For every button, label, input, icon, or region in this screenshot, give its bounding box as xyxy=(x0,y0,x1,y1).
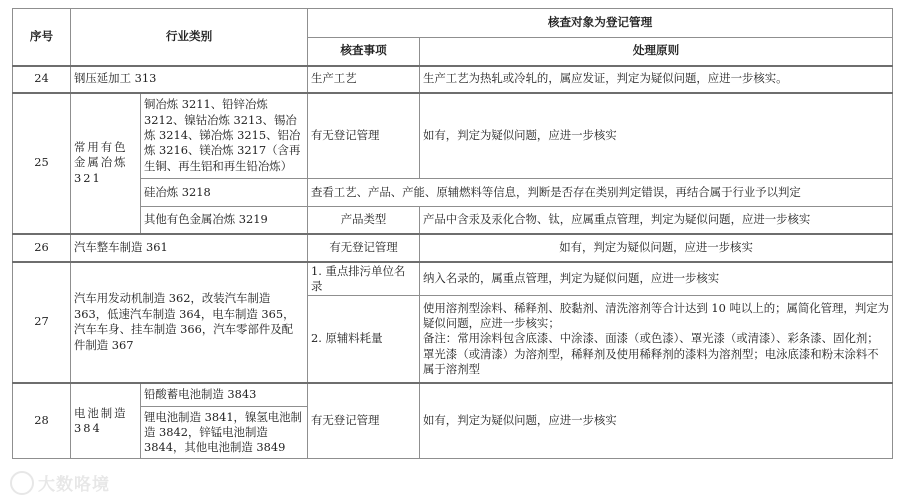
row-27-item1: 1. 重点排污单位名录 xyxy=(308,262,420,296)
table-row xyxy=(13,66,893,93)
row-26-item: 有无登记管理 xyxy=(308,234,420,262)
row-24-industry: 钢压延加工 313 xyxy=(71,66,308,93)
header-group-title: 核查对象为登记管理 xyxy=(308,9,893,38)
header-item: 核查事项 xyxy=(308,38,420,66)
table-row xyxy=(13,383,893,407)
verification-table xyxy=(12,8,893,459)
row-25-sub3: 其他有色金属冶炼 3219 xyxy=(141,207,308,234)
row-25-sub3-item: 产品类型 xyxy=(308,207,420,234)
row-27-principle2-main: 使用溶剂型涂料、稀释剂、胶黏剂、清洗溶剂等合计达到 10 吨以上的；属简化管理，判定为疑似问题，应进一步核实； xyxy=(423,300,889,330)
row-26-industry: 汽车整车制造 361 xyxy=(71,234,308,262)
row-24-seq: 24 xyxy=(13,66,71,93)
row-26-seq: 26 xyxy=(13,234,71,262)
header-seq: 序号 xyxy=(13,9,71,66)
row-28-principle: 如有，判定为疑似问题，应进一步核实 xyxy=(420,383,893,459)
row-27-principle2 xyxy=(420,296,893,383)
table-row xyxy=(13,93,893,179)
row-25-sub1-item: 有无登记管理 xyxy=(308,93,420,179)
row-27-industry: 汽车用发动机制造 362，改装汽车制造 363，低速汽车制造 364，电车制造 365，汽车车身、挂车制造 366，汽车零部件及配件制造 367 xyxy=(71,262,308,383)
row-25-sub1-principle: 如有，判定为疑似问题，应进一步核实 xyxy=(420,93,893,179)
header-row-1 xyxy=(13,9,893,38)
row-28-item: 有无登记管理 xyxy=(308,383,420,459)
row-26-principle: 如有，判定为疑似问题，应进一步核实 xyxy=(420,234,893,262)
watermark-text: 大数咯境 xyxy=(38,475,110,495)
row-25-seq: 25 xyxy=(13,93,71,234)
header-industry: 行业类别 xyxy=(71,9,308,66)
row-25-sub2: 硅冶炼 3218 xyxy=(141,179,308,207)
document-page xyxy=(12,8,892,459)
row-28-sub2: 锂电池制造 3841，镍氢电池制造 3842，锌锰电池制造 3844，其他电池制造 3849 xyxy=(141,407,308,459)
row-27-item2: 2. 原辅料耗量 xyxy=(308,296,420,383)
row-25-sub1: 铜冶炼 3211、铅锌冶炼 3212、镍钴冶炼 3213、锡冶炼 3214、锑冶炼 3215、铝冶炼 3216、镁冶炼 3217（含再生铜、再生铝和再生铅冶炼） xyxy=(141,93,308,179)
table-row xyxy=(13,179,893,207)
row-27-principle2-note: 备注：常用涂料包含底漆、中涂漆、面漆（或色漆）、罩光漆（或清漆）、彩条漆、固化剂；罩光漆（或清漆）为溶剂型，稀释剂及使用稀释剂的漆料为溶剂型；电泳底漆和粉末涂料不属于溶剂型 xyxy=(423,331,879,377)
row-25-sub2-principle: 查看工艺、产品、产能、原辅燃料等信息，判断是否存在类别判定错误，再结合属于行业予以判定 xyxy=(308,179,893,207)
table-row xyxy=(13,234,893,262)
watermark xyxy=(10,470,110,497)
row-24-item: 生产工艺 xyxy=(308,66,420,93)
row-28-sub1: 铅酸蓄电池制造 3843 xyxy=(141,383,308,407)
table-row xyxy=(13,262,893,296)
bubble-logo-icon xyxy=(10,471,34,495)
row-28-industry: 电池制造 384 xyxy=(71,383,141,459)
row-28-seq: 28 xyxy=(13,383,71,459)
row-27-seq: 27 xyxy=(13,262,71,383)
row-24-principle: 生产工艺为热轧或冷轧的，属应发证，判定为疑似问题，应进一步核实。 xyxy=(420,66,893,93)
row-25-industry: 常用有色金属冶炼 321 xyxy=(71,93,141,234)
row-27-principle1: 纳入名录的，属重点管理，判定为疑似问题，应进一步核实 xyxy=(420,262,893,296)
table-row xyxy=(13,207,893,234)
header-principle: 处理原则 xyxy=(420,38,893,66)
row-25-sub3-principle: 产品中含汞及汞化合物、钛，应属重点管理，判定为疑似问题，应进一步核实 xyxy=(420,207,893,234)
